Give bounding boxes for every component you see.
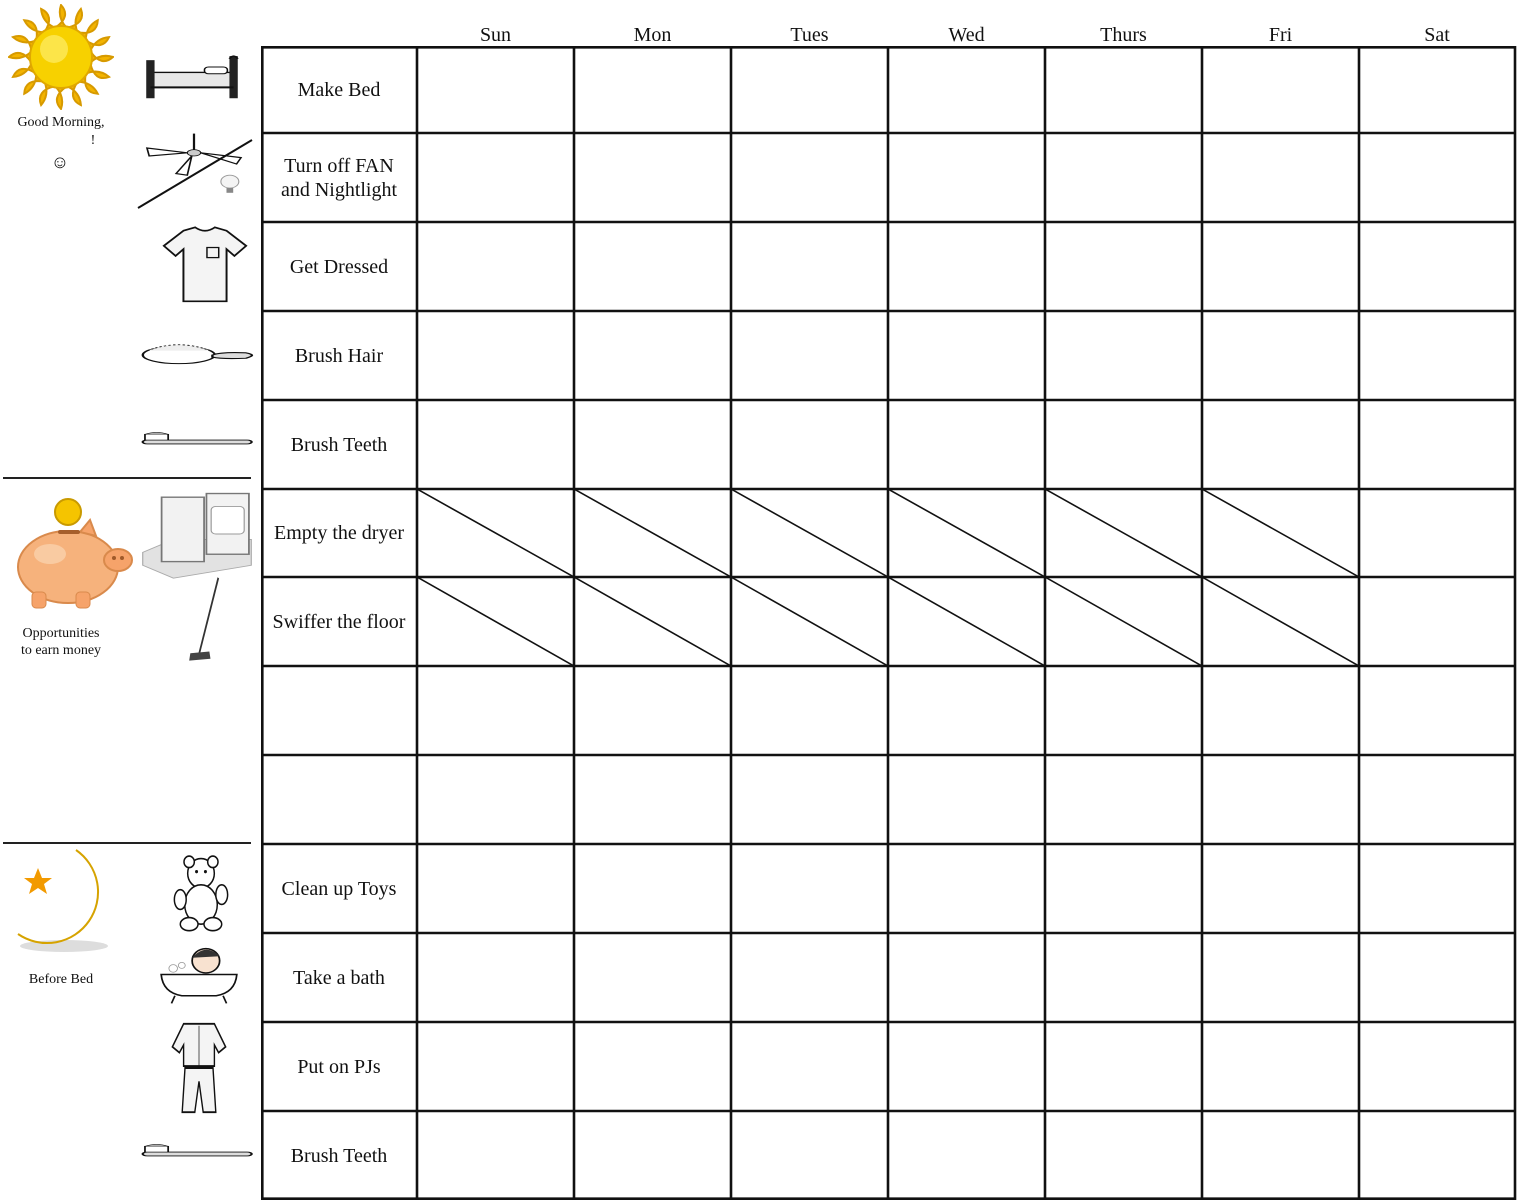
morning-greeting: Good Morning, [17, 115, 105, 130]
earn-label-line2: to earn money [20, 643, 102, 658]
cell-cross-line [1045, 489, 1202, 577]
checkbox-cell-thurs[interactable] [1045, 311, 1202, 400]
cell-cross-line [1202, 489, 1359, 577]
checkbox-cell-sat[interactable] [1359, 1022, 1515, 1111]
night-label: Before Bed [28, 972, 94, 987]
checkbox-cell-mon[interactable] [574, 844, 731, 933]
chore-label: Clean up Toys [281, 877, 397, 900]
checkbox-cell-mon[interactable] [574, 755, 731, 844]
chore-row [261, 577, 1517, 666]
checkbox-cell-thurs[interactable] [1045, 1111, 1202, 1200]
cell-cross-line [1202, 577, 1359, 666]
checkbox-cell-mon[interactable] [574, 46, 731, 133]
chore-label [261, 755, 417, 844]
cell-cross-line [731, 489, 888, 577]
day-header-fri: Fri [1268, 24, 1293, 46]
moon-icon [14, 846, 112, 956]
checkbox-cell-fri[interactable] [1202, 489, 1359, 577]
checkbox-cell-wed[interactable] [888, 1111, 1045, 1200]
checkbox-cell-wed[interactable] [888, 577, 1045, 666]
chore-row [261, 46, 1517, 133]
checkbox-cell-tues[interactable] [731, 755, 888, 844]
checkbox-cell-fri[interactable] [1202, 933, 1359, 1022]
checkbox-cell-sun[interactable] [417, 1022, 574, 1111]
checkbox-cell-wed[interactable] [888, 755, 1045, 844]
morning-exclaim: ! [90, 133, 96, 148]
checkbox-cell-tues[interactable] [731, 666, 888, 755]
checkbox-cell-mon[interactable] [574, 311, 731, 400]
checkbox-cell-sun[interactable] [417, 133, 574, 222]
checkbox-cell-sat[interactable] [1359, 666, 1515, 755]
fan-divider-line [136, 138, 256, 210]
checkbox-cell-tues[interactable] [731, 933, 888, 1022]
chore-row [261, 755, 1517, 844]
cell-cross-line [574, 489, 731, 577]
cell-cross-line [574, 577, 731, 666]
mop-icon [178, 576, 234, 668]
checkbox-cell-tues[interactable] [731, 577, 888, 666]
checkbox-cell-tues[interactable] [731, 489, 888, 577]
checkbox-cell-sun[interactable] [417, 1111, 574, 1200]
checkbox-cell-tues[interactable] [731, 1022, 888, 1111]
checkbox-cell-fri[interactable] [1202, 844, 1359, 933]
day-header-thurs: Thurs [1100, 24, 1147, 46]
piggy-bank-icon [10, 492, 138, 612]
smiley-icon: ☺ [50, 152, 70, 172]
day-header-sun: Sun [479, 24, 512, 46]
checkbox-cell-sun[interactable] [417, 489, 574, 577]
chore-row [261, 133, 1517, 222]
chore-label: Make Bed [297, 78, 381, 101]
checkbox-cell-wed[interactable] [888, 489, 1045, 577]
checkbox-cell-sun[interactable] [417, 400, 574, 489]
chore-row [261, 311, 1517, 400]
checkbox-cell-sun[interactable] [417, 933, 574, 1022]
checkbox-cell-wed[interactable] [888, 400, 1045, 489]
checkbox-cell-thurs[interactable] [1045, 489, 1202, 577]
chore-label: Brush Hair [294, 344, 384, 367]
section-divider-earn [3, 842, 251, 844]
checkbox-cell-thurs[interactable] [1045, 844, 1202, 933]
bed-icon [140, 52, 244, 120]
chore-row [261, 933, 1517, 1022]
checkbox-cell-fri[interactable] [1202, 1111, 1359, 1200]
hairbrush-icon [138, 328, 258, 382]
cell-cross-line [888, 577, 1045, 666]
cell-cross-line [417, 489, 574, 577]
chore-label: Put on PJs [297, 1055, 381, 1078]
checkbox-cell-sun[interactable] [417, 666, 574, 755]
chore-row [261, 666, 1517, 755]
checkbox-cell-thurs[interactable] [1045, 46, 1202, 133]
checkbox-cell-mon[interactable] [574, 666, 731, 755]
toothbrush-icon [138, 1130, 254, 1178]
checkbox-cell-mon[interactable] [574, 133, 731, 222]
checkbox-cell-wed[interactable] [888, 222, 1045, 311]
t-shirt-icon [156, 224, 254, 308]
checkbox-cell-wed[interactable] [888, 844, 1045, 933]
checkbox-cell-sat[interactable] [1359, 577, 1515, 666]
checkbox-cell-tues[interactable] [731, 844, 888, 933]
checkbox-cell-wed[interactable] [888, 1022, 1045, 1111]
checkbox-cell-tues[interactable] [731, 400, 888, 489]
earn-label-line1: Opportunities [22, 626, 100, 641]
checkbox-cell-sat[interactable] [1359, 933, 1515, 1022]
chore-chart-grid [261, 46, 1517, 1200]
checkbox-cell-thurs[interactable] [1045, 666, 1202, 755]
checkbox-cell-thurs[interactable] [1045, 1022, 1202, 1111]
bathtub-icon [156, 938, 242, 1014]
chore-row [261, 1022, 1517, 1111]
checkbox-cell-mon[interactable] [574, 400, 731, 489]
checkbox-cell-sat[interactable] [1359, 222, 1515, 311]
checkbox-cell-sat[interactable] [1359, 844, 1515, 933]
section-divider-morning [3, 477, 251, 479]
chore-label: Get Dressed [289, 255, 389, 278]
checkbox-cell-fri[interactable] [1202, 222, 1359, 311]
checkbox-cell-sun[interactable] [417, 577, 574, 666]
chore-label: Brush Teeth [290, 433, 388, 456]
chore-row [261, 1111, 1517, 1200]
checkbox-cell-mon[interactable] [574, 222, 731, 311]
chore-row [261, 844, 1517, 933]
checkbox-cell-sat[interactable] [1359, 46, 1515, 133]
checkbox-cell-mon[interactable] [574, 1022, 731, 1111]
chore-label: Swiffer the floor [272, 610, 406, 633]
checkbox-cell-sun[interactable] [417, 755, 574, 844]
checkbox-cell-sat[interactable] [1359, 1111, 1515, 1200]
checkbox-cell-fri[interactable] [1202, 666, 1359, 755]
checkbox-cell-fri[interactable] [1202, 311, 1359, 400]
checkbox-cell-thurs[interactable] [1045, 222, 1202, 311]
checkbox-cell-mon[interactable] [574, 577, 731, 666]
checkbox-cell-wed[interactable] [888, 133, 1045, 222]
checkbox-cell-fri[interactable] [1202, 1022, 1359, 1111]
checkbox-cell-fri[interactable] [1202, 755, 1359, 844]
washer-dryer-icon [138, 488, 256, 580]
day-header-wed: Wed [948, 24, 985, 46]
checkbox-cell-mon[interactable] [574, 933, 731, 1022]
checkbox-cell-fri[interactable] [1202, 400, 1359, 489]
checkbox-cell-sat[interactable] [1359, 400, 1515, 489]
checkbox-cell-mon[interactable] [574, 489, 731, 577]
checkbox-cell-fri[interactable] [1202, 46, 1359, 133]
chore-label: Take a bath [293, 966, 385, 989]
chore-row [261, 400, 1517, 489]
checkbox-cell-thurs[interactable] [1045, 400, 1202, 489]
chore-label: Turn off FAN and Nightlight [280, 154, 398, 201]
cell-cross-line [1045, 577, 1202, 666]
chore-row [261, 222, 1517, 311]
checkbox-cell-sat[interactable] [1359, 311, 1515, 400]
checkbox-cell-sun[interactable] [417, 46, 574, 133]
cell-cross-line [731, 577, 888, 666]
checkbox-cell-tues[interactable] [731, 311, 888, 400]
checkbox-cell-sun[interactable] [417, 844, 574, 933]
pajamas-icon [164, 1020, 234, 1116]
toothbrush-icon [138, 418, 254, 466]
checkbox-cell-thurs[interactable] [1045, 755, 1202, 844]
cell-cross-line [888, 489, 1045, 577]
checkbox-cell-fri[interactable] [1202, 133, 1359, 222]
checkbox-cell-wed[interactable] [888, 46, 1045, 133]
chore-row [261, 489, 1517, 577]
day-header-tues: Tues [790, 24, 829, 46]
checkbox-cell-wed[interactable] [888, 933, 1045, 1022]
checkbox-cell-tues[interactable] [731, 46, 888, 133]
checkbox-cell-sat[interactable] [1359, 755, 1515, 844]
checkbox-cell-sun[interactable] [417, 222, 574, 311]
day-header-mon: Mon [633, 24, 672, 46]
teddy-bear-icon [164, 852, 238, 934]
checkbox-cell-tues[interactable] [731, 222, 888, 311]
sun-icon [8, 4, 114, 110]
chore-label [261, 666, 417, 755]
checkbox-cell-wed[interactable] [888, 666, 1045, 755]
day-header-sat: Sat [1424, 24, 1450, 46]
chore-label: Brush Teeth [290, 1144, 388, 1167]
checkbox-cell-sat[interactable] [1359, 133, 1515, 222]
checkbox-cell-sat[interactable] [1359, 489, 1515, 577]
checkbox-cell-thurs[interactable] [1045, 933, 1202, 1022]
checkbox-cell-tues[interactable] [731, 1111, 888, 1200]
checkbox-cell-mon[interactable] [574, 1111, 731, 1200]
cell-cross-line [417, 577, 574, 666]
checkbox-cell-tues[interactable] [731, 133, 888, 222]
checkbox-cell-wed[interactable] [888, 311, 1045, 400]
checkbox-cell-thurs[interactable] [1045, 577, 1202, 666]
chore-label: Empty the dryer [274, 522, 404, 544]
checkbox-cell-sun[interactable] [417, 311, 574, 400]
checkbox-cell-fri[interactable] [1202, 577, 1359, 666]
checkbox-cell-thurs[interactable] [1045, 133, 1202, 222]
